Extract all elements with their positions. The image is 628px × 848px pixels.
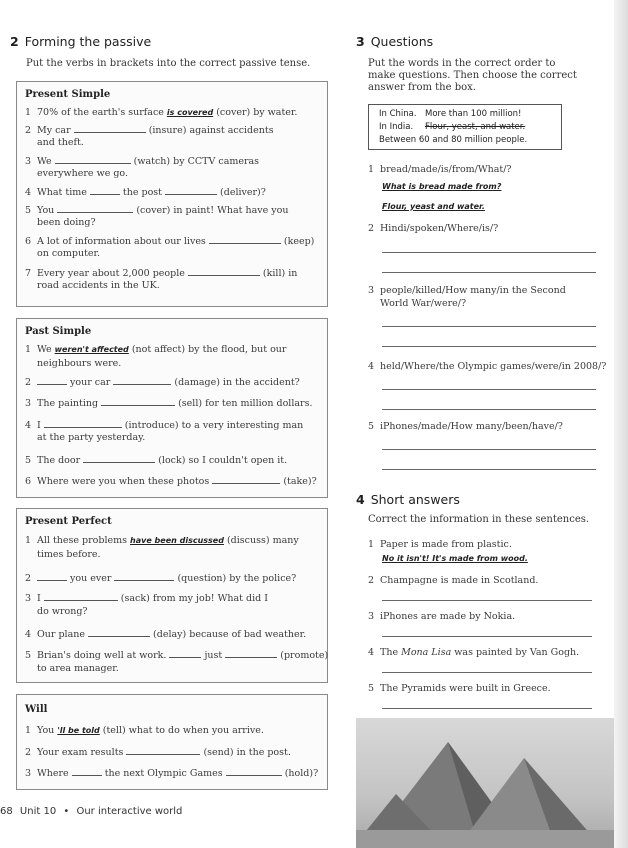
answer-example: weren't affected	[54, 345, 129, 354]
answer-blank[interactable]	[44, 591, 118, 601]
pp-item-1: 1 All these problems have been discussed (discuss) many	[25, 535, 299, 546]
ps-item-6-cont: on computer.	[37, 248, 101, 259]
option-in-india: In India.	[379, 122, 414, 132]
answer-blank[interactable]	[83, 453, 155, 463]
ps-item-2: 2 My car (insure) against accidents	[25, 125, 274, 136]
exercise-3-instruction-3: answer from the box.	[368, 82, 476, 93]
pp-item-3-cont: do wrong?	[37, 606, 88, 617]
pp-item-3: 3 I (sack) from my job! What did I	[25, 593, 268, 604]
will-title: Will	[25, 704, 48, 715]
book-spine-shadow	[614, 0, 628, 848]
present-perfect-box	[16, 508, 328, 683]
s-item-4: 4 The Mona Lisa was painted by Van Gogh.	[368, 647, 580, 658]
s-item-3: 3 iPhones are made by Nokia.	[368, 611, 516, 622]
pp-item-2: 2 you ever (question) by the police?	[25, 573, 297, 584]
answer-blank[interactable]	[44, 418, 122, 428]
pa-item-4: 4 I (introduce) to a very interesting man	[25, 420, 304, 431]
pa-item-3: 3 The painting (sell) for ten million dollars.	[25, 398, 313, 409]
will-item-3: 3 Where the next Olympic Games (hold)?	[25, 768, 319, 779]
answer-blank[interactable]	[55, 154, 131, 164]
answer-blank[interactable]	[226, 766, 282, 776]
answer-blank[interactable]	[88, 627, 150, 637]
exercise-4-heading: 4 Short answers	[356, 492, 460, 507]
ps-item-7-cont: road accidents in the UK.	[37, 280, 160, 291]
answer-line[interactable]	[382, 409, 596, 410]
present-simple-box	[16, 81, 328, 307]
answer-blank[interactable]	[37, 375, 67, 385]
will-box	[16, 694, 328, 790]
pa-item-5: 5 The door (lock) so I couldn't open it.	[25, 455, 288, 466]
pa-item-2: 2 your car (damage) in the accident?	[25, 377, 300, 388]
ps-item-6: 6 A lot of information about our lives (keep)	[25, 236, 315, 247]
pa-item-1-cont: neighbours were.	[37, 358, 122, 369]
answer-line[interactable]	[382, 346, 596, 347]
pp-item-5-cont: to area manager.	[37, 663, 119, 674]
q-item-1-answer-question: What is bread made from?	[382, 182, 502, 191]
answer-line[interactable]	[382, 600, 592, 601]
answer-blank[interactable]	[212, 474, 280, 484]
answer-blank[interactable]	[209, 234, 281, 244]
answer-line[interactable]	[382, 469, 596, 470]
ps-item-1: 1 70% of the earth's surface is covered (cover) by water.	[25, 107, 298, 118]
answer-example: 'll be told	[57, 726, 100, 735]
q-item-2: 2 Hindi/spoken/Where/is/?	[368, 223, 499, 234]
exercise-4-instruction: Correct the information in these sentences.	[368, 514, 590, 525]
present-perfect-title: Present Perfect	[25, 516, 112, 527]
q-item-4: 4 held/Where/the Olympic games/were/in 2008/?	[368, 361, 607, 372]
answer-blank[interactable]	[90, 185, 120, 195]
ps-item-3: 3 We (watch) by CCTV cameras	[25, 156, 260, 167]
pp-item-4: 4 Our plane (delay) because of bad weather.	[25, 629, 307, 640]
option-more-than-100-million: More than 100 million!	[425, 109, 522, 119]
will-item-1: 1 You 'll be told (tell) what to do when you arrive.	[25, 725, 264, 736]
q-item-3: 3 people/killed/How many/in the Second	[368, 285, 566, 296]
q-item-5: 5 iPhones/made/How many/been/have/?	[368, 421, 563, 432]
unit-title: Our interactive world	[76, 806, 183, 817]
answer-blank[interactable]	[169, 648, 201, 658]
ps-item-7: 7 Every year about 2,000 people (kill) in	[25, 268, 298, 279]
unit-label: Unit 10	[19, 806, 57, 817]
past-simple-box	[16, 318, 328, 498]
answer-line[interactable]	[382, 272, 596, 273]
present-simple-title: Present Simple	[25, 89, 111, 100]
answer-example: have been discussed	[130, 536, 224, 545]
ps-item-3-cont: everywhere we go.	[37, 168, 129, 179]
pa-item-1: 1 We weren't affected (not affect) by the flood, but our	[25, 344, 287, 355]
answer-blank[interactable]	[57, 203, 133, 213]
page-footer	[0, 806, 182, 817]
exercise-3-heading: 3 Questions	[356, 34, 434, 49]
exercise-2-heading: 2 Forming the passive	[10, 34, 152, 49]
ps-item-4: 4 What time the post (deliver)?	[25, 187, 266, 198]
answer-line[interactable]	[382, 252, 596, 253]
footer-separator: •	[63, 806, 70, 817]
ps-item-5-cont: been doing?	[37, 217, 96, 228]
answer-blank[interactable]	[188, 266, 260, 276]
answer-blank[interactable]	[37, 571, 67, 581]
pa-item-4-cont: at the party yesterday.	[37, 432, 146, 443]
answer-blank[interactable]	[126, 745, 200, 755]
ps-item-2-cont: and theft.	[37, 137, 84, 148]
answer-blank[interactable]	[72, 766, 102, 776]
pyramids-photo	[356, 718, 614, 848]
pp-item-1-cont: times before.	[37, 549, 101, 560]
q-item-1-answer: Flour, yeast and water.	[382, 202, 485, 211]
answer-line[interactable]	[382, 389, 596, 390]
s-item-2: 2 Champagne is made in Scotland.	[368, 575, 539, 586]
ps-item-5: 5 You (cover) in paint! What have you	[25, 205, 289, 216]
answer-line[interactable]	[382, 708, 592, 709]
option-in-china: In China.	[379, 109, 417, 119]
will-item-2: 2 Your exam results (send) in the post.	[25, 747, 291, 758]
answer-blank[interactable]	[165, 185, 217, 195]
exercise-3-instruction-1: Put the words in the correct order to	[368, 58, 556, 69]
s-item-5: 5 The Pyramids were built in Greece.	[368, 683, 551, 694]
answer-line[interactable]	[382, 636, 592, 637]
answer-line[interactable]	[382, 326, 596, 327]
answer-options-box	[368, 104, 562, 150]
answer-blank[interactable]	[114, 571, 174, 581]
answer-blank[interactable]	[101, 396, 175, 406]
pp-item-5: 5 Brian's doing well at work. just (promote)	[25, 650, 329, 661]
answer-blank[interactable]	[74, 123, 146, 133]
pa-item-6: 6 Where were you when these photos (take)?	[25, 476, 317, 487]
answer-blank[interactable]	[113, 375, 171, 385]
answer-line[interactable]	[382, 449, 596, 450]
past-simple-title: Past Simple	[25, 326, 92, 337]
answer-line[interactable]	[382, 672, 592, 673]
pyramids-image	[356, 718, 614, 848]
option-between-60-and-80-million: Between 60 and 80 million people.	[379, 135, 528, 145]
page-number: 68	[0, 806, 13, 817]
answer-blank[interactable]	[225, 648, 277, 658]
q-item-3-cont: World War/were/?	[380, 298, 467, 309]
exercise-2-instruction: Put the verbs in brackets into the correct passive tense.	[26, 58, 311, 69]
s-item-1: 1 Paper is made from plastic.	[368, 539, 512, 550]
q-item-1: 1 bread/made/is/from/What/?	[368, 164, 512, 175]
exercise-3-instruction-2: make questions. Then choose the correct	[368, 70, 577, 81]
s-item-1-answer: No it isn't! It's made from wood.	[382, 554, 528, 563]
answer-example: is covered	[166, 108, 214, 117]
option-flour-yeast-water: Flour, yeast, and water.	[425, 122, 526, 132]
